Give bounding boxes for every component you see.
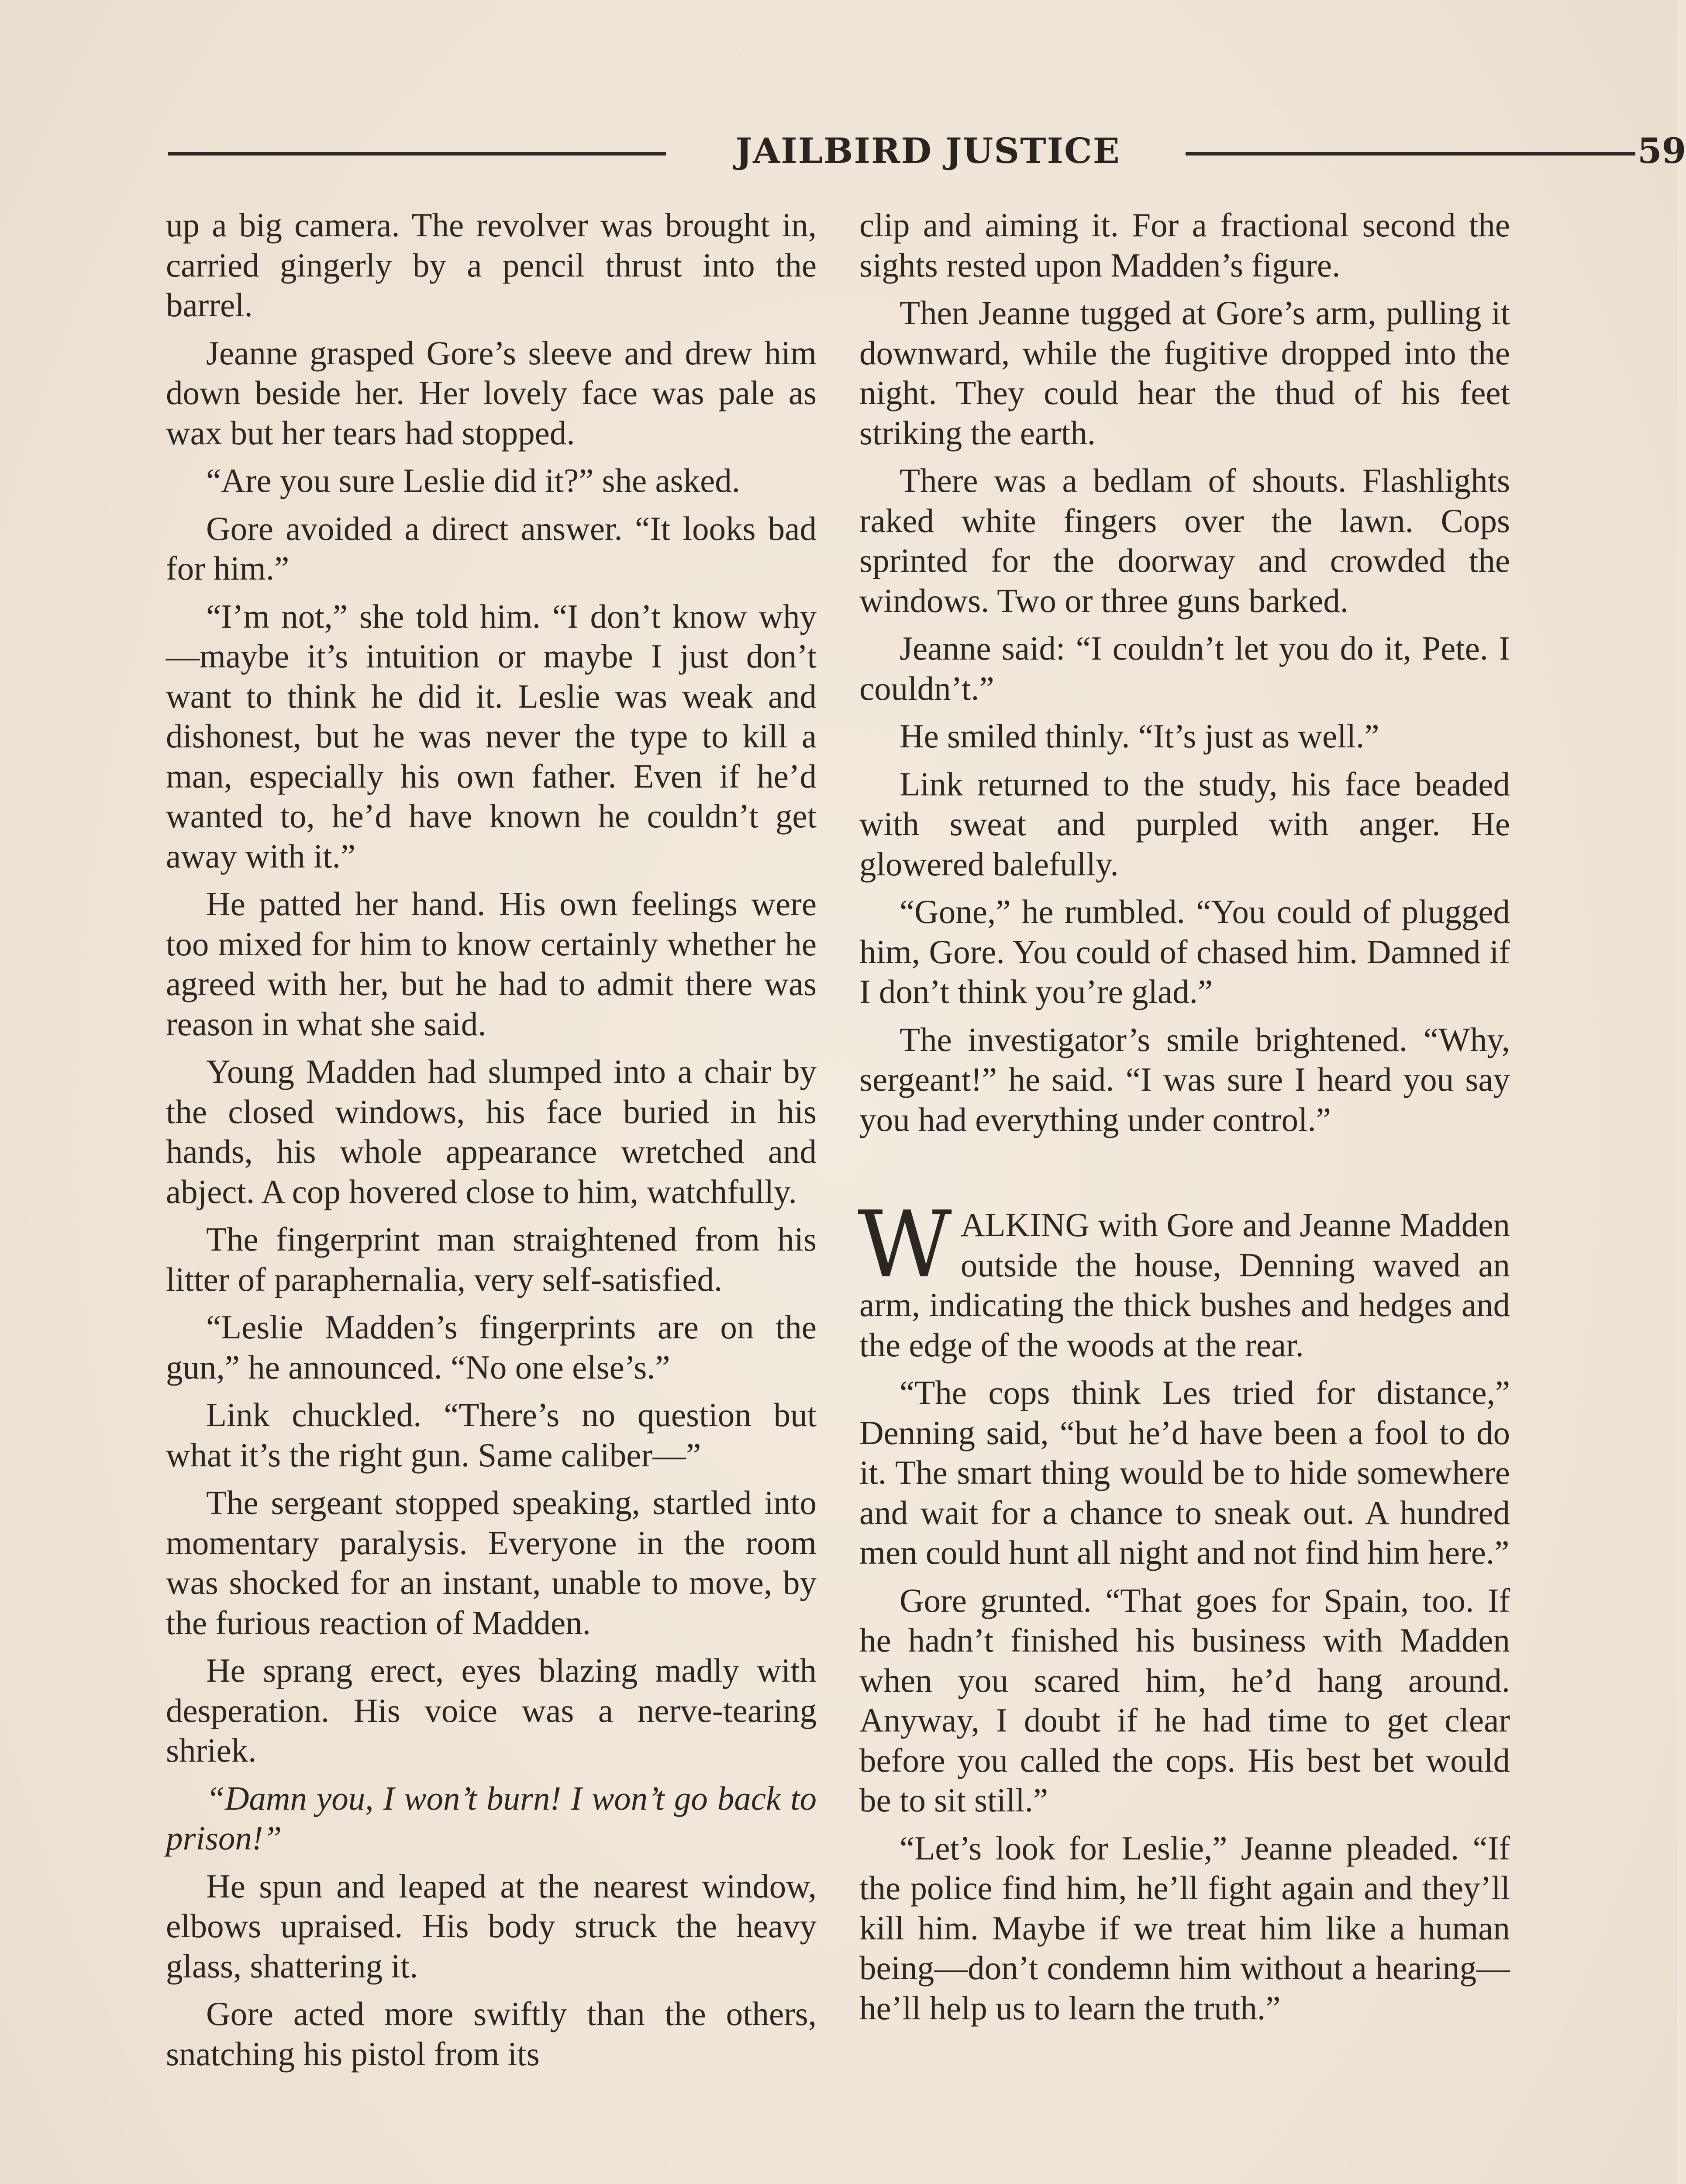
right-column [859, 205, 1510, 2028]
paragraph: “Let’s look for Leslie,” Jeanne pleaded. “If the police find him, he’ll fight again and they’ll kill him. Maybe if we treat him like a human being—don’t condemn him without a hearing—he’ll help us to learn the truth.” [859, 1829, 1510, 2027]
paragraph: up a big camera. The revolver was brought in, carried gingerly by a pencil thrust into the barrel. [166, 206, 817, 324]
paragraph: Link returned to the study, his face beaded with sweat and purpled with anger. He glowered balefully. [859, 765, 1510, 883]
paragraph: He patted her hand. His own feelings were too mixed for him to know certainly whether he agreed with her, but he had to admit there was reason in what she said. [166, 885, 817, 1043]
paragraph: Link chuckled. “There’s no question but what it’s the right gun. Same caliber—” [166, 1396, 817, 1474]
paragraph: “Gone,” he rumbled. “You could of plugged him, Gore. You could of chased him. Damned if I don’t think you’re glad.” [859, 893, 1510, 1010]
paragraph: Gore avoided a direct answer. “It looks bad for him.” [166, 509, 817, 587]
paragraph: The sergeant stopped speaking, startled into momentary paralysis. Everyone in the room was shocked for an instant, unable to move, by the furious reaction of Madden. [166, 1484, 817, 1641]
page-number: 59 [1638, 130, 1686, 171]
section-opening-paragraph [858, 1191, 1510, 1365]
paragraph: “The cops think Les tried for distance,” Denning said, “but he’d have been a fool to do it. The smart thing would be to hide somewhere and wait for a chance to sneak out. A hundred men could hunt all night and not find him here.” [859, 1374, 1510, 1571]
paragraph: “I’m not,” she told him. “I don’t know why—maybe it’s intuition or maybe I just don’t want to think he did it. Leslie was weak and dishonest, but he was never the type to kill a man, especially his own father. Even if he’d wanted to, he’d have known he couldn’t get away with it.” [166, 597, 817, 875]
paragraph: He smiled thinly. “It’s just as well.” [900, 717, 1379, 755]
paragraph: He spun and leaped at the nearest window, elbows upraised. His body struck the heavy glass, shattering it. [166, 1867, 817, 1985]
paragraph: The fingerprint man straightened from his litter of paraphernalia, very self-satisfied. [166, 1220, 817, 1298]
paragraph: Gore grunted. “That goes for Spain, too. If he hadn’t finished his business with Madden when you scared him, he’d hang around. Anyway, I doubt if he had time to get clear before you called the cops. His best bet would be to sit still.” [859, 1581, 1510, 1819]
paragraph: Then Jeanne tugged at Gore’s arm, pulling it downward, while the fugitive dropped into the night. They could hear the thud of his feet striking the earth. [859, 294, 1510, 452]
header-rule-left [168, 152, 666, 156]
paragraph: “Are you sure Leslie did it?” she asked. [206, 462, 741, 499]
paragraph: clip and aiming it. For a fractional second the sights rested upon Madden’s figure. [859, 206, 1510, 284]
paragraph: “Leslie Madden’s fingerprints are on the gun,” he announced. “No one else’s.” [166, 1308, 817, 1386]
left-column [166, 205, 817, 2074]
paragraph: The investigator’s smile brightened. “Why, sergeant!” he said. “I was sure I heard you say you had everything under control.” [859, 1020, 1510, 1138]
running-header [168, 127, 1686, 175]
drop-cap: W [858, 1191, 952, 1298]
paragraph: Jeanne grasped Gore’s sleeve and drew him down beside her. Her lovely face was pale as wax but her tears had stopped. [166, 334, 817, 452]
paragraph: There was a bedlam of shouts. Flashlights raked white fingers over the lawn. Cops sprinted for the doorway and crowded the windows. Two or three guns barked. [859, 462, 1510, 619]
header-rule-right [1186, 152, 1635, 156]
paragraph: He sprang erect, eyes blazing madly with desperation. His voice was a nerve-tearing shriek. [166, 1652, 817, 1769]
section-opening-text: ALKING with Gore and Jeanne Madden outside the house, Denning waved an arm, indicating the thick bushes and hedges and the edge of the woods at the rear. [859, 1206, 1510, 1364]
paragraph: Young Madden had slumped into a chair by the closed windows, his face buried in his hands, his whole appearance wretched and abject. A cop hovered close to him, watchfully. [166, 1053, 817, 1210]
paragraph: Gore acted more swiftly than the others, snatching his pistol from its [166, 1995, 817, 2073]
italic-dialogue: “Damn you, I won’t burn! I won’t go back to prison!” [166, 1779, 817, 1857]
paragraph: Jeanne said: “I couldn’t let you do it, Pete. I couldn’t.” [859, 629, 1510, 707]
running-title: JAILBIRD JUSTICE [735, 130, 1121, 171]
